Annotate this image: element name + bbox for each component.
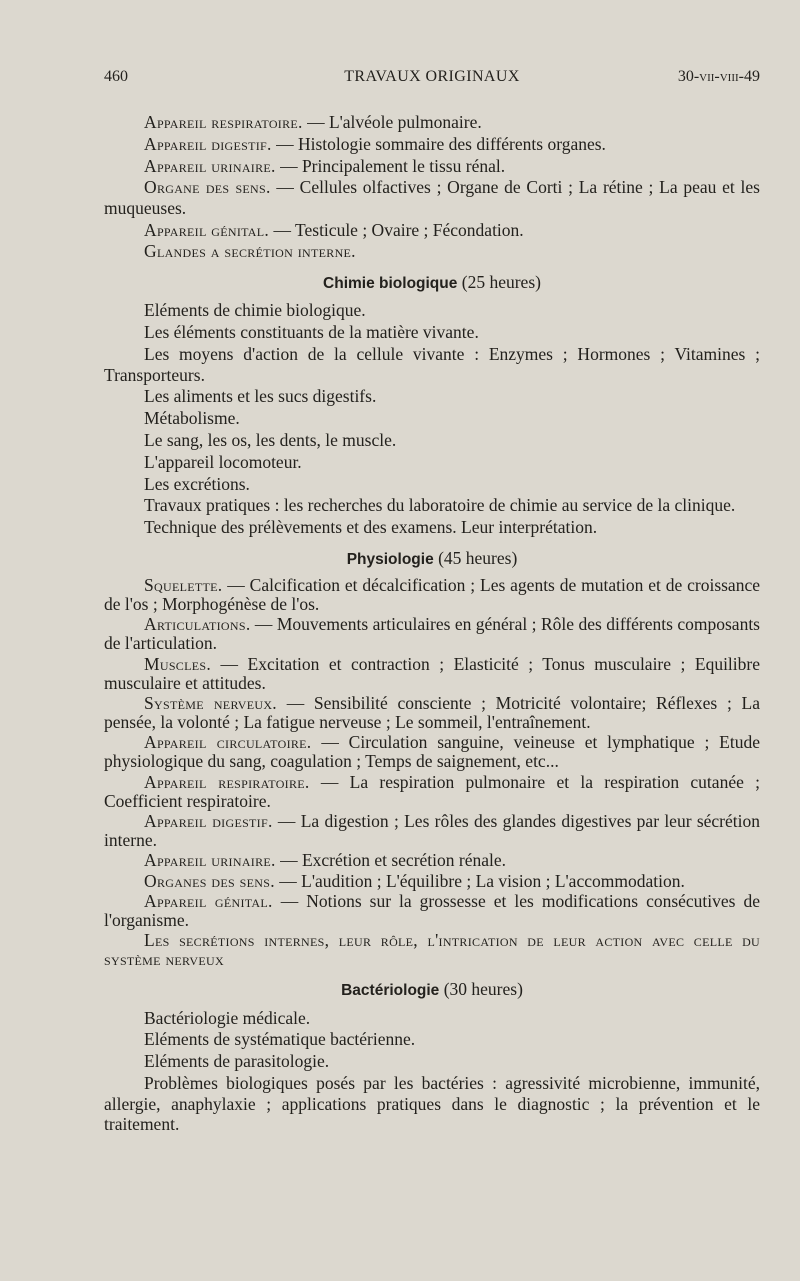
chimie-item: Le sang, les os, les dents, le muscle. bbox=[144, 429, 397, 450]
chimie-section bbox=[104, 300, 760, 537]
chimie-item: Les moyens d'action de la cellule vivante : Enzymes ; Hormones ; Vitamines ; Transporteurs. bbox=[104, 344, 760, 385]
intro-item: Glandes a secrétion interne. bbox=[144, 241, 356, 262]
intro-item: Appareil digestif. — Histologie sommaire des différents organes. bbox=[144, 133, 606, 154]
physiologie-item: Appareil génital. — Notions sur la grossesse et les modifications consécutives de l'organisme. bbox=[104, 890, 760, 930]
page-number: 460 bbox=[104, 68, 128, 85]
physiologie-item: Articulations. — Mouvements articulaires en général ; Rôle des différents composants de l'articulation. bbox=[104, 614, 760, 654]
section-title-physiologie: Physiologie (45 heures) bbox=[346, 547, 518, 568]
chimie-item: Travaux pratiques : les recherches du laboratoire de chimie au service de la clinique. bbox=[144, 495, 736, 516]
physiologie-item: Les secrétions internes, leur rôle, l'intrication de leur action avec celle du système nerveux bbox=[104, 930, 760, 970]
physiologie-item: Appareil digestif. — La digestion ; Les rôles des glandes digestives par leur sécrétion interne. bbox=[104, 810, 760, 850]
chimie-item: L'appareil locomoteur. bbox=[144, 451, 302, 472]
intro-section bbox=[104, 112, 760, 262]
physiologie-item: Organes des sens. — L'audition ; L'équilibre ; La vision ; L'accommodation. bbox=[144, 870, 685, 891]
intro-item: Appareil urinaire. — Principalement le tissu rénal. bbox=[144, 155, 506, 176]
issue-date: 30-vii-viii-49 bbox=[677, 68, 760, 85]
bacteriologie-item: Problèmes biologiques posés par les bactéries : agressivité microbienne, immunité, allergie, anaphylaxie ; applications pratiques dans le diagnostic ; la prévention et le traitement. bbox=[104, 1073, 760, 1135]
bacteriologie-section bbox=[104, 1008, 760, 1135]
section-title-bacteriologie: Bactériologie (30 heures) bbox=[341, 979, 523, 1000]
running-title: TRAVAUX ORIGINAUX bbox=[344, 68, 520, 85]
physiologie-item: Squelette. — Calcification et décalcification ; Les agents de mutation et de croissance de l'os ; Morphogénèse de l'os. bbox=[104, 575, 760, 615]
intro-item: Organe des sens. — Cellules olfactives ; Organe de Corti ; La rétine ; La peau et les muqueuses. bbox=[104, 177, 760, 218]
page-body bbox=[104, 112, 760, 1136]
bacteriologie-item: Eléments de systématique bactérienne. bbox=[144, 1029, 416, 1050]
section-title-chimie: Chimie biologique (25 heures) bbox=[323, 271, 541, 292]
bacteriologie-item: Bactériologie médicale. bbox=[144, 1007, 311, 1028]
running-header bbox=[104, 68, 760, 92]
chimie-item: Métabolisme. bbox=[144, 408, 240, 429]
intro-item: Appareil génital. — Testicule ; Ovaire ; Fécondation. bbox=[144, 219, 524, 240]
chimie-item: Les excrétions. bbox=[144, 473, 250, 494]
physiologie-item: Muscles. — Excitation et contraction ; Elasticité ; Tonus musculaire ; Equilibre musculaire et attitudes. bbox=[104, 653, 760, 693]
intro-item: Appareil respiratoire. — L'alvéole pulmonaire. bbox=[144, 112, 482, 132]
chimie-item: Les aliments et les sucs digestifs. bbox=[144, 386, 377, 407]
bacteriologie-item: Eléments de parasitologie. bbox=[144, 1051, 330, 1072]
chimie-item: Eléments de chimie biologique. bbox=[144, 300, 366, 321]
physiologie-section bbox=[104, 576, 760, 969]
physiologie-item: Appareil urinaire. — Excrétion et secrétion rénale. bbox=[144, 850, 507, 871]
chimie-item: Technique des prélèvements et des examens. Leur interprétation. bbox=[144, 517, 598, 538]
physiologie-item: Appareil respiratoire. — La respiration pulmonaire et la respiration cutanée ; Coefficient respiratoire. bbox=[104, 771, 760, 811]
physiologie-item: Système nerveux. — Sensibilité consciente ; Motricité volontaire; Réflexes ; La pensée, la volonté ; La fatigue nerveuse ; Le sommeil, l'entraînement. bbox=[104, 693, 760, 733]
chimie-item: Les éléments constituants de la matière vivante. bbox=[144, 322, 479, 343]
physiologie-item: Appareil circulatoire. — Circulation sanguine, veineuse et lymphatique ; Etude physiologique du sang, coagulation ; Temps de saignement, etc... bbox=[104, 732, 760, 772]
